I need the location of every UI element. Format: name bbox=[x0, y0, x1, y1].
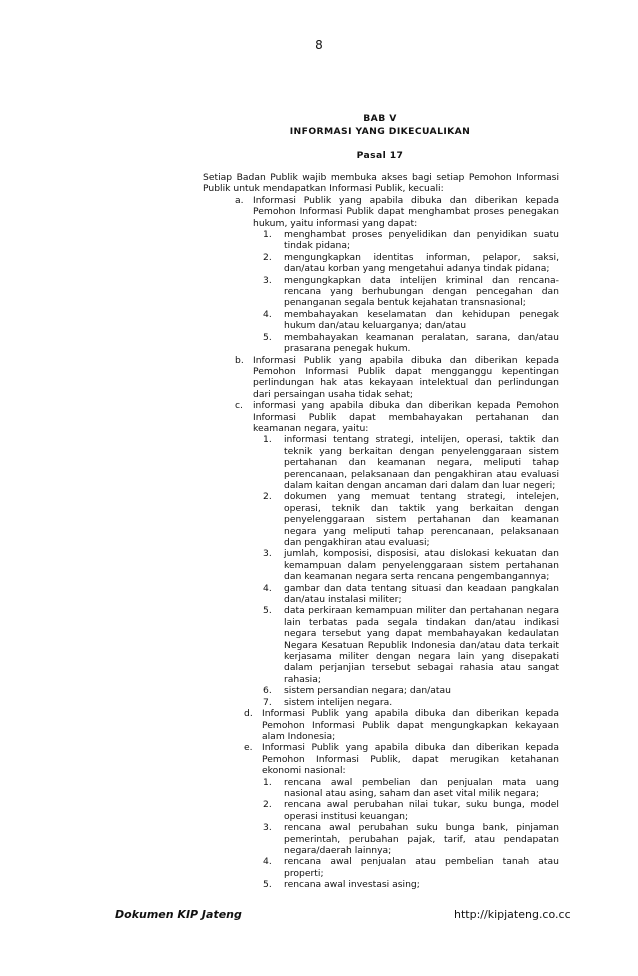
sub-item bbox=[203, 605, 559, 685]
item-text: rencana awal penjualan atau pembelian tanah atau properti; bbox=[284, 856, 559, 879]
list-item bbox=[203, 195, 559, 229]
item-marker: 3. bbox=[263, 274, 272, 286]
sub-item bbox=[203, 697, 559, 708]
item-text: mengungkapkan identitas informan, pelapor, saksi, dan/atau korban yang mengetahui adanya tindak pidana; bbox=[284, 251, 559, 275]
item-text: data perkiraan kemampuan militer dan pertahanan negara lain terbatas pada segala tindakan dan/atau indikasi negara tersebut yang dapat membahayakan kedaulatan Negara Kesatuan Republik Indonesia dan/atau data terkait kerjasama militer dengan negara lain yang disepakati dalam perjanjian tersebut sebagai rahasia atau sangat rahasia; bbox=[284, 605, 559, 685]
sub-item bbox=[203, 583, 559, 606]
item-text: rencana awal investasi asing; bbox=[284, 879, 420, 891]
item-marker: 2. bbox=[263, 251, 272, 263]
article-heading: Pasal 17 bbox=[356, 150, 404, 161]
item-text: Informasi Publik yang apabila dibuka dan diberikan kepada Pemohon Informasi Publik dapat menghambat proses penegakan hukum, yaitu informasi yang dapat: bbox=[253, 194, 559, 229]
item-marker: 3. bbox=[263, 548, 272, 560]
chapter-title: INFORMASI YANG DIKECUALIKAN bbox=[289, 126, 471, 137]
item-marker: 4. bbox=[263, 308, 272, 320]
item-text: membahayakan keselamatan dan kehidupan penegak hukum dan/atau keluarganya; dan/atau bbox=[284, 308, 559, 332]
item-text: informasi tentang strategi, intelijen, operasi, taktik dan teknik yang berkaitan dengan penyelenggaraan sistem pertahanan dan keamanan negara, meliputi tahap perencanaan, pelaksanaan dan pengakhiran atau evaluasi dalam kaitan dengan ancaman dari dalam dan luar negeri; bbox=[284, 434, 559, 491]
item-marker: 1. bbox=[263, 776, 272, 788]
sub-item bbox=[203, 777, 559, 800]
item-marker: 4. bbox=[263, 856, 272, 868]
item-marker: 2. bbox=[263, 799, 272, 811]
page-number: 8 bbox=[315, 38, 323, 52]
sub-item bbox=[203, 309, 559, 332]
intro-paragraph: Setiap Badan Publik wajib membuka akses bagi setiap Pemohon Informasi Publik untuk mendapatkan Informasi Publik, kecuali: bbox=[203, 172, 559, 195]
item-text: rencana awal perubahan suku bunga bank, pinjaman pemerintah, perubahan pajak, tarif, atau pendapatan negara/daerah lainnya; bbox=[284, 822, 559, 856]
item-marker: c. bbox=[235, 400, 243, 412]
footer-source: Dokumen KIP Jateng bbox=[115, 908, 242, 921]
item-text: Informasi Publik yang apabila dibuka dan diberikan kepada Pemohon Informasi Publik dapat mengungkapkan kekayaan alam Indonesia; bbox=[262, 708, 559, 742]
sub-item bbox=[203, 229, 559, 252]
item-marker: b. bbox=[235, 354, 244, 366]
item-marker: 3. bbox=[263, 822, 272, 834]
list-item bbox=[203, 742, 559, 776]
sub-item bbox=[203, 434, 559, 491]
chapter-heading: BAB V bbox=[363, 113, 397, 124]
exception-list bbox=[203, 195, 559, 891]
sub-item bbox=[203, 252, 559, 275]
sub-item bbox=[203, 275, 559, 309]
item-marker: 1. bbox=[263, 229, 272, 241]
item-marker: 4. bbox=[263, 582, 272, 594]
item-marker: 5. bbox=[263, 331, 272, 343]
item-text: gambar dan data tentang situasi dan keadaan pangkalan dan/atau instalasi militer; bbox=[284, 582, 559, 606]
item-marker: 2. bbox=[263, 491, 272, 503]
sub-item bbox=[203, 548, 559, 582]
sub-item bbox=[203, 799, 559, 822]
item-marker: d. bbox=[244, 708, 253, 720]
item-text: sistem intelijen negara. bbox=[284, 696, 393, 708]
item-marker: a. bbox=[235, 194, 244, 206]
item-text: mengungkapkan data intelijen kriminal dan rencana-rencana yang berhubungan dengan pencegahan dan penanganan segala bentuk kejahatan transnasional; bbox=[284, 274, 559, 309]
item-text: informasi yang apabila dibuka dan diberikan kepada Pemohon Informasi Publik dapat membahayakan pertahanan dan keamanan negara, yaitu: bbox=[253, 400, 559, 434]
sub-item bbox=[203, 822, 559, 856]
item-marker: 5. bbox=[263, 879, 272, 891]
item-marker: 5. bbox=[263, 605, 272, 617]
sub-item bbox=[203, 685, 559, 696]
sub-item bbox=[203, 332, 559, 355]
footer-url: http://kipjateng.co.cc bbox=[454, 908, 571, 921]
list-item bbox=[203, 400, 559, 434]
item-marker: 7. bbox=[263, 696, 272, 708]
item-text: Informasi Publik yang apabila dibuka dan diberikan kepada Pemohon Informasi Publik dapat mengganggu kepentingan perlindungan hak atas kekayaan intelektual dan perlindungan dari persaingan usaha tidak sehat; bbox=[253, 354, 559, 400]
item-text: membahayakan keamanan peralatan, sarana, dan/atau prasarana penegak hukum. bbox=[284, 331, 559, 355]
item-text: jumlah, komposisi, disposisi, atau dislokasi kekuatan dan kemampuan dalam penyelenggaraan sistem pertahanan dan keamanan negara serta rencana pengembangannya; bbox=[284, 548, 559, 583]
list-item bbox=[203, 355, 559, 401]
item-text: Informasi Publik yang apabila dibuka dan diberikan kepada Pemohon Informasi Publik, dapat merugikan ketahanan ekonomi nasional: bbox=[262, 742, 559, 777]
item-text: rencana awal pembelian dan penjualan mata uang nasional atau asing, saham dan aset vital milik negara; bbox=[284, 776, 559, 799]
item-text: sistem persandian negara; dan/atau bbox=[284, 685, 451, 697]
sub-item bbox=[203, 879, 559, 890]
item-text: menghambat proses penyelidikan dan penyidikan suatu tindak pidana; bbox=[284, 229, 559, 252]
item-marker: 1. bbox=[263, 434, 272, 446]
sub-item bbox=[203, 491, 559, 548]
item-text: dokumen yang memuat tentang strategi, intelejen, operasi, teknik dan taktik yang berkaitan dengan penyelenggaraan sistem pertahanan dan keamanan negara yang meliputi tahap perencanaan, pelaksanaan dan pengakhiran atau evaluasi; bbox=[284, 491, 559, 548]
item-marker: 6. bbox=[263, 685, 272, 697]
sub-item bbox=[203, 856, 559, 879]
item-text: rencana awal perubahan nilai tukar, suku bunga, model operasi institusi keuangan; bbox=[284, 799, 559, 822]
document-body bbox=[203, 172, 559, 891]
item-marker: e. bbox=[244, 742, 253, 754]
list-item bbox=[203, 708, 559, 742]
